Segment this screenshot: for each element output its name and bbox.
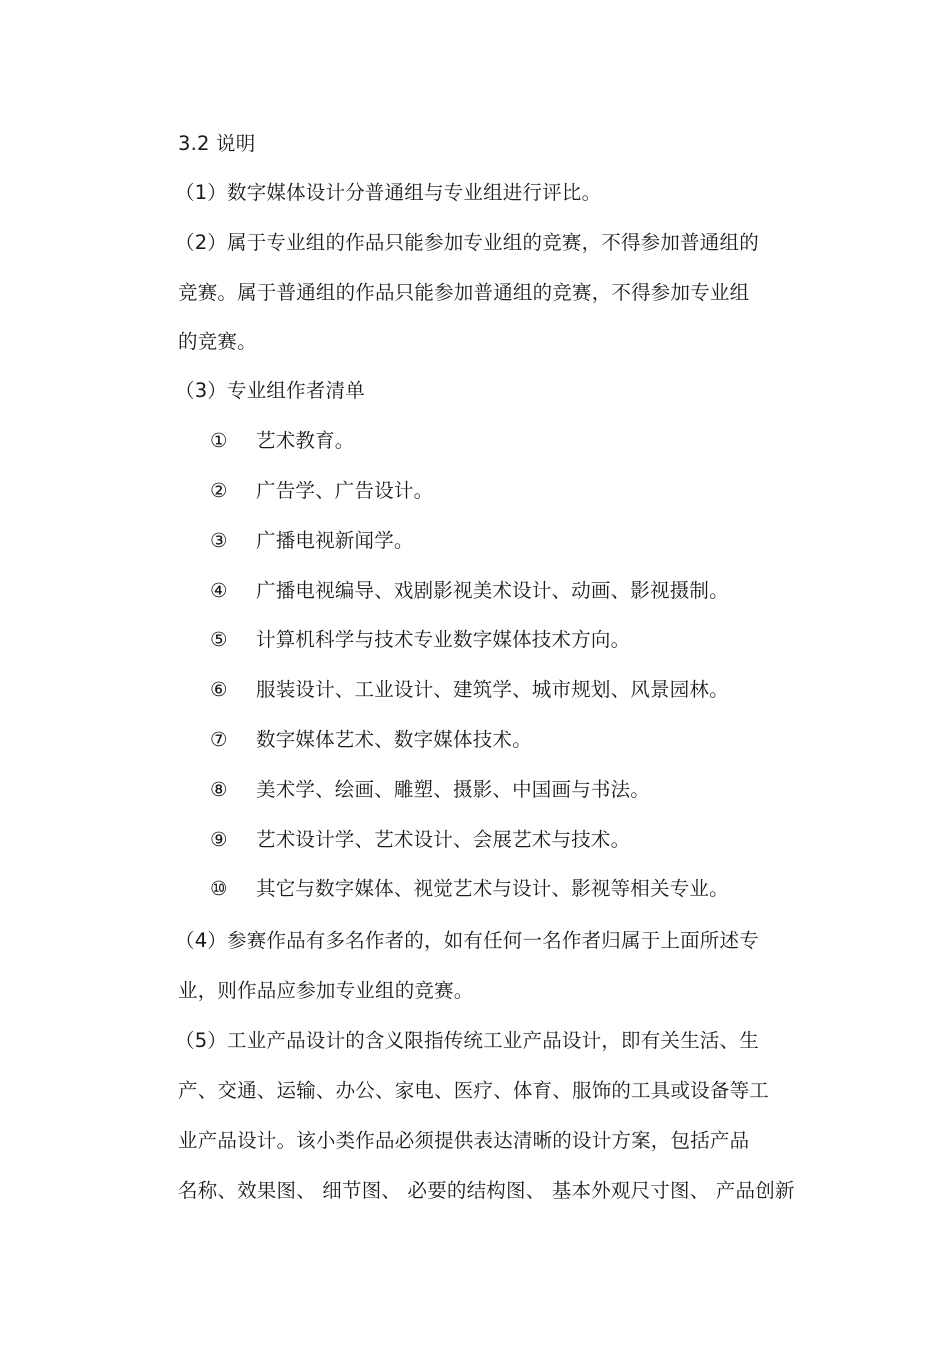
list-item-number: ⑨ xyxy=(210,828,228,851)
list-item xyxy=(210,528,414,554)
list-item-number: ① xyxy=(210,429,228,452)
paragraph-5-line-1: （5）工业产品设计的含义限指传统工业产品设计，即有关生活、生 xyxy=(175,1029,759,1052)
list-item xyxy=(210,677,729,703)
list-item-text: 服装设计、工业设计、建筑学、城市规划、风景园林。 xyxy=(256,678,729,701)
paragraph-2-line-3: 的竞赛。 xyxy=(178,330,257,353)
list-item xyxy=(210,478,433,504)
list-item-text: 广播电视新闻学。 xyxy=(256,529,414,552)
list-item-text: 艺术设计学、艺术设计、会展艺术与技术。 xyxy=(256,828,631,851)
paragraph-4-line-1: （4）参赛作品有多名作者的，如有任何一名作者归属于上面所述专 xyxy=(175,929,759,952)
paragraph-1: （1）数字媒体设计分普通组与专业组进行评比。 xyxy=(175,181,602,204)
list-item-text: 数字媒体艺术、数字媒体技术。 xyxy=(256,728,532,751)
list-item xyxy=(210,578,729,604)
list-item xyxy=(210,777,650,803)
list-item-text: 计算机科学与技术专业数字媒体技术方向。 xyxy=(256,628,631,651)
paragraph-3: （3）专业组作者清单 xyxy=(175,379,365,402)
paragraph-5-line-4: 名称、效果图、 细节图、 必要的结构图、 基本外观尺寸图、 产品创新 xyxy=(178,1179,795,1202)
list-item-number: ⑧ xyxy=(210,778,228,801)
list-item-text: 广播电视编导、戏剧影视美术设计、动画、影视摄制。 xyxy=(256,579,729,602)
list-item-number: ⑥ xyxy=(210,678,228,701)
paragraph-5-line-2: 产、交通、运输、办公、家电、医疗、体育、服饰的工具或设备等工 xyxy=(178,1079,770,1102)
list-item xyxy=(210,727,532,753)
list-item xyxy=(210,876,729,902)
list-item-text: 艺术教育。 xyxy=(256,429,355,452)
paragraph-2-line-1: （2）属于专业组的作品只能参加专业组的竞赛，不得参加普通组的 xyxy=(175,231,759,254)
list-item xyxy=(210,627,630,653)
list-item-number: ④ xyxy=(210,579,228,602)
list-item-text: 其它与数字媒体、视觉艺术与设计、影视等相关专业。 xyxy=(256,877,729,900)
list-item-number: ② xyxy=(210,479,228,502)
list-item-number: ⑩ xyxy=(210,877,228,900)
section-heading: 3.2 说明 xyxy=(178,132,256,155)
list-item-text: 美术学、绘画、雕塑、摄影、中国画与书法。 xyxy=(256,778,651,801)
paragraph-4-line-2: 业，则作品应参加专业组的竞赛。 xyxy=(178,979,474,1002)
list-item-number: ⑦ xyxy=(210,728,228,751)
list-item xyxy=(210,827,630,853)
paragraph-5-line-3: 业产品设计。该小类作品必须提供表达清晰的设计方案，包括产品 xyxy=(178,1129,750,1152)
list-item-text: 广告学、广告设计。 xyxy=(256,479,434,502)
list-item xyxy=(210,428,355,454)
list-item-number: ③ xyxy=(210,529,228,552)
list-item-number: ⑤ xyxy=(210,628,228,651)
paragraph-2-line-2: 竞赛。属于普通组的作品只能参加普通组的竞赛，不得参加专业组 xyxy=(178,281,750,304)
